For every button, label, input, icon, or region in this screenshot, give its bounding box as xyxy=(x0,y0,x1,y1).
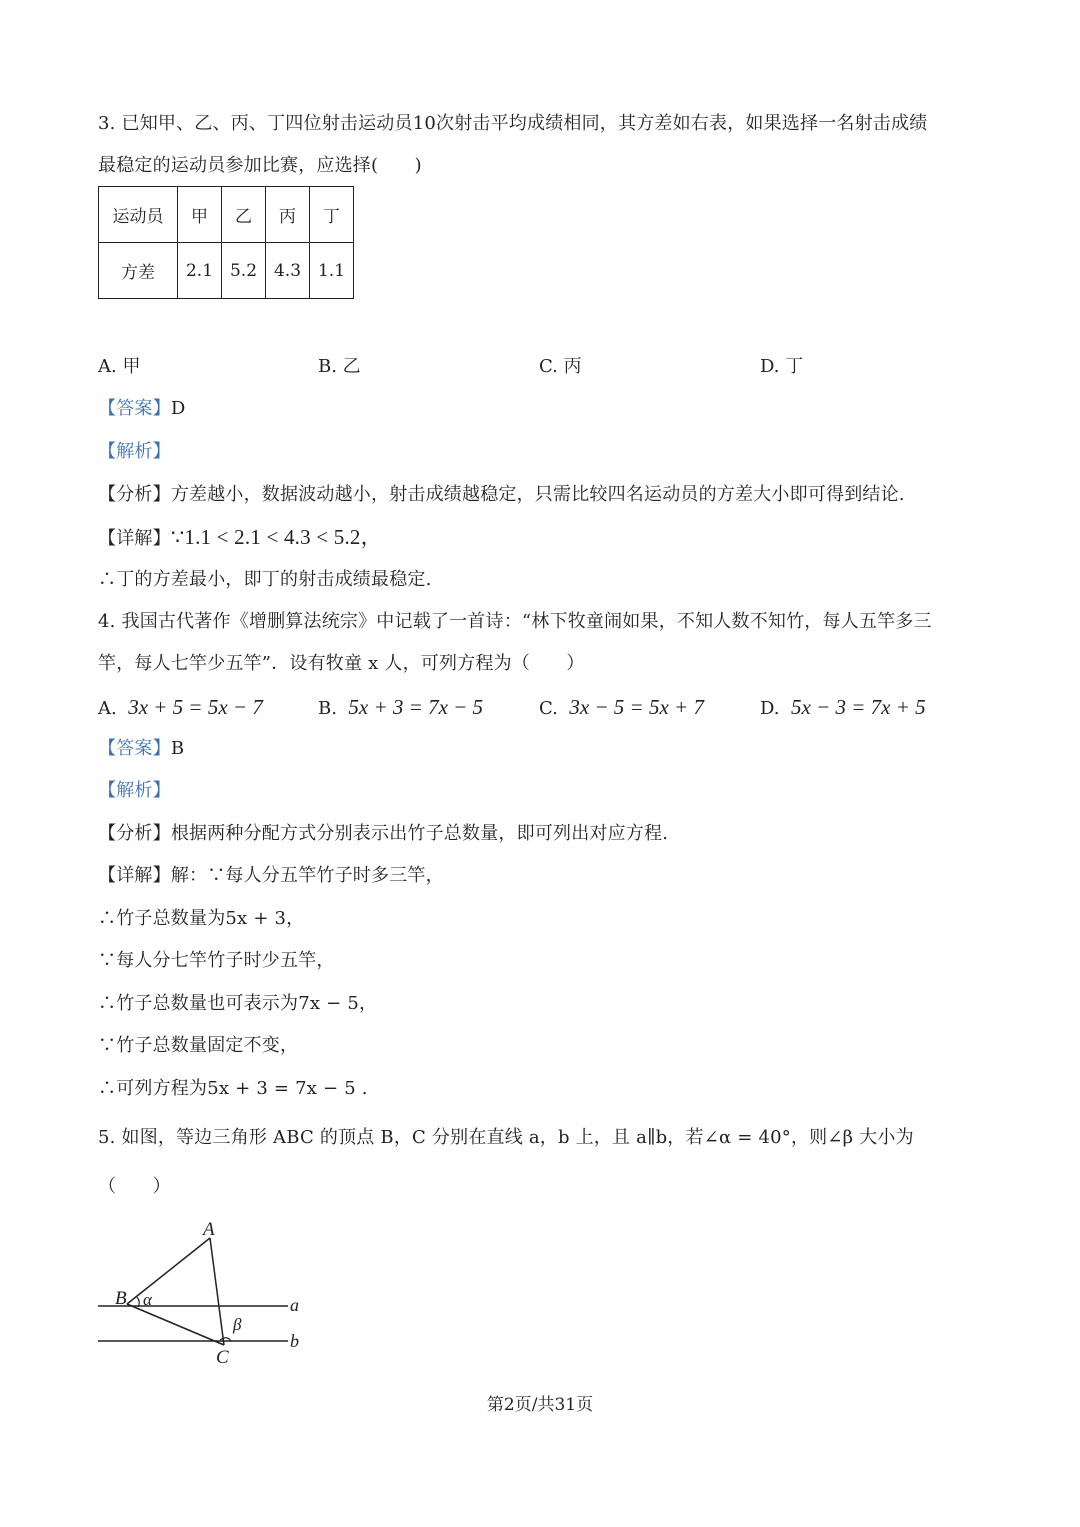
side-bc xyxy=(127,1304,224,1345)
q5-stem-line2: （ ） xyxy=(98,1176,171,1197)
q3-conclusion: ∴丁的方差最小，即丁的射击成绩最稳定. xyxy=(98,569,432,590)
fenxi-tag: 【分析】 xyxy=(98,823,171,844)
fenxi-text: 方差越小，数据波动越小，射击成绩越稳定，只需比较四名运动员的方差大小即可得到结论. xyxy=(170,484,905,505)
q3-answer xyxy=(98,397,185,421)
triangle-figure xyxy=(90,1210,320,1370)
label-a-vertex: A xyxy=(203,1219,215,1240)
label-alpha: α xyxy=(143,1290,152,1309)
option-expression: 3x − 5 = 5x + 7 xyxy=(569,695,704,719)
option-letter: A. xyxy=(98,698,117,719)
table-cell: 丙 xyxy=(266,187,310,243)
answer-tag: 【答案】 xyxy=(98,398,171,419)
q3-option-c: C. 丙 xyxy=(539,356,582,377)
q3-option-d: D. 丁 xyxy=(760,356,804,377)
table-row xyxy=(99,187,354,243)
q4-step1: ∴竹子总数量为5x + 3， xyxy=(98,908,305,929)
q4-step5: ∴可列方程为5x + 3 = 7x − 5 . xyxy=(98,1078,368,1099)
q3-fenxi xyxy=(98,483,905,507)
table-cell: 5.2 xyxy=(222,243,266,299)
q4-analysis-tag: 【解析】 xyxy=(98,780,171,801)
fenxi-text: 根据两种分配方式分别表示出竹子总数量，即可列出对应方程. xyxy=(170,823,669,844)
answer-value: D xyxy=(170,398,186,419)
option-letter: B. xyxy=(318,698,337,719)
q4-stem-line1: 4. 我国古代著作《增删算法统宗》中记载了一首诗：“林下牧童闹如果，不知人数不知竹，每人五竿多三 xyxy=(98,611,932,632)
q3-stem-line1: 3. 已知甲、乙、丙、丁四位射击运动员10次射击平均成绩相同，其方差如右表，如果选择一名射击成绩 xyxy=(98,113,928,134)
option-letter: C. xyxy=(539,698,558,719)
option-expression: 3x + 5 = 5x − 7 xyxy=(128,695,263,719)
answer-value: B xyxy=(170,738,185,759)
q3-option-b: B. 乙 xyxy=(318,356,361,377)
q3-analysis-tag: 【解析】 xyxy=(98,441,171,462)
q4-answer xyxy=(98,737,184,761)
side-ab xyxy=(127,1238,210,1304)
q4-option-d xyxy=(760,695,926,721)
label-line-a: a xyxy=(290,1295,299,1315)
table-cell: 丁 xyxy=(310,187,354,243)
xiangjie-tag: 【详解】 xyxy=(98,865,171,886)
table-cell: 1.1 xyxy=(310,243,354,299)
table-cell: 2.1 xyxy=(178,243,222,299)
xiangjie-tag: 【详解】 xyxy=(98,528,171,549)
table-cell: 4.3 xyxy=(266,243,310,299)
q4-step4: ∵竹子总数量固定不变， xyxy=(98,1035,299,1056)
xiangjie-text: 解：∵每人分五竿竹子时多三竿， xyxy=(170,865,444,886)
q3-stem-line2: 最稳定的运动员参加比赛，应选择( ) xyxy=(98,155,422,176)
table-cell: 运动员 xyxy=(99,187,178,243)
table-cell: 甲 xyxy=(178,187,222,243)
q4-xiangjie xyxy=(98,864,444,888)
q4-option-a xyxy=(98,695,263,721)
page-footer: 第2页/共31页 xyxy=(486,1395,594,1415)
label-c-vertex: C xyxy=(216,1347,229,1368)
q4-step3: ∴竹子总数量也可表示为7x − 5， xyxy=(98,993,378,1014)
q3-xiangjie xyxy=(98,525,382,551)
label-b-vertex: B xyxy=(115,1288,127,1309)
label-line-b: b xyxy=(290,1331,299,1351)
table-cell: 方差 xyxy=(99,243,178,299)
q4-option-c xyxy=(539,695,704,721)
q4-option-b xyxy=(318,695,483,721)
table-row xyxy=(99,243,354,299)
q4-stem-line2: 竿，每人七竿少五竿”．设有牧童 x 人，可列方程为（ ） xyxy=(98,653,585,674)
answer-tag: 【答案】 xyxy=(98,738,171,759)
variance-table xyxy=(98,186,354,299)
option-expression: 5x − 3 = 7x + 5 xyxy=(790,695,926,719)
label-beta: β xyxy=(233,1315,242,1334)
xiangjie-text: ∵1.1 < 2.1 < 4.3 < 5.2， xyxy=(170,525,382,549)
side-ac xyxy=(210,1238,224,1345)
table-cell: 乙 xyxy=(222,187,266,243)
option-letter: D. xyxy=(760,698,780,719)
q4-step2: ∵每人分七竿竹子时少五竿， xyxy=(98,950,335,971)
q3-option-a: A. 甲 xyxy=(98,356,141,377)
fenxi-tag: 【分析】 xyxy=(98,484,171,505)
q4-fenxi xyxy=(98,822,668,846)
q5-stem-line1: 5. 如图，等边三角形 ABC 的顶点 B，C 分别在直线 a，b 上，且 a∥b，若∠α = 40°，则∠β 大小为 xyxy=(98,1127,914,1148)
option-expression: 5x + 3 = 7x − 5 xyxy=(348,695,484,719)
